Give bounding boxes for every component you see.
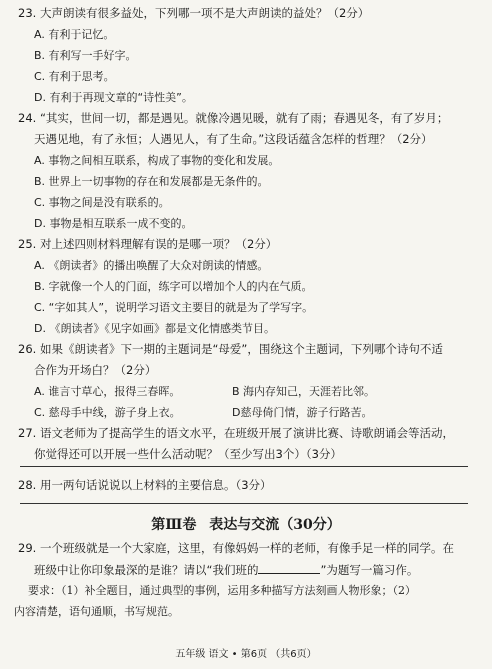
q25-option-a: A. 《朗读者》的播出唤醒了大众对朗读的情感。: [34, 259, 269, 272]
section-title-name: 表达与交流（30分）: [209, 517, 341, 533]
q23-option-c: C. 有利于思考。: [34, 70, 115, 83]
q29-requirements-line1: 要求：（1）补全题目，通过典型的事例，运用多种描写方法刻画人物形象；（2）: [28, 584, 416, 597]
q29-requirements-line2: 内容清楚，语句通顺，书写规范。: [14, 605, 179, 618]
q27-stem-line1: 27. 语文老师为了提高学生的语文水平，在班级开展了演讲比赛、诗歌朗诵会等活动，: [18, 426, 454, 440]
q26-option-a: A. 谁言寸草心，报得三春晖。: [34, 385, 181, 398]
q24-option-a: A. 事物之间相互联系，构成了事物的变化和发展。: [34, 154, 280, 167]
q28-answer-line[interactable]: [20, 503, 468, 504]
q23-option-b: B. 有利写一手好字。: [34, 49, 137, 62]
q25-option-c: C. “字如其人”，说明学习语文主要目的就是为了学写字。: [34, 301, 314, 314]
q29-title-blank[interactable]: [258, 562, 320, 574]
q28-stem: 28. 用一两句话说说以上材料的主要信息。（3分）: [18, 478, 272, 492]
q25-option-d: D. 《朗读者》《见字如画》都是文化情感类节目。: [34, 322, 275, 335]
q24-stem-line1: 24. “其实，世间一切，都是遇见。就像冷遇见暖，就有了雨；春遇见冬，有了岁月；: [18, 111, 449, 125]
page-footer: 五年级 语文 • 第6页 （共6页）: [175, 649, 317, 660]
section-title: [0, 514, 492, 534]
q29-stem-line2-start: 班级中让你印象最深的是谁？请以“我们班的: [34, 563, 259, 577]
q23-option-d: D. 有利于再现文章的“诗性美”。: [34, 91, 193, 104]
q25-option-b: B. 字就像一个人的门面，练字可以增加个人的内在气质。: [34, 280, 313, 293]
q26-stem-line2: 合作为开场白？（2分）: [34, 363, 157, 377]
q23-stem: 23. 大声朗读有很多益处，下列哪一项不是大声朗读的益处？（2分）: [18, 6, 370, 20]
q26-option-b: B 海内存知己，天涯若比邻。: [232, 385, 376, 398]
q26-option-c: C. 慈母手中线，游子身上衣。: [34, 406, 181, 419]
q23-option-a: A. 有利于记忆。: [34, 28, 115, 41]
q24-option-b: B. 世界上一切事物的存在和发展都是无条件的。: [34, 175, 269, 188]
q27-stem-line2: 你觉得还可以开展一些什么活动呢？（至少写出3个）（3分）: [34, 447, 342, 461]
q24-option-c: C. 事物之间是没有联系的。: [34, 196, 170, 209]
q26-stem-line1: 26. 如果《朗读者》下一期的主题词是“母爱”，围绕这个主题词，下列哪个诗句不适: [18, 342, 443, 356]
q26-option-d: D慈母倚门情，游子行路苦。: [232, 406, 373, 419]
q24-stem-line2: 天遇见地，有了永恒；人遇见人，有了生命。”这段话蕴含怎样的哲理？（2分）: [34, 132, 433, 146]
q27-answer-line[interactable]: [20, 466, 468, 467]
section-title-part: 第Ⅲ卷: [151, 517, 197, 533]
q24-option-d: D. 事物是相互联系一成不变的。: [34, 217, 193, 230]
q29-stem-line2-end: ”为题写一篇习作。: [320, 563, 419, 577]
q25-stem: 25. 对上述四则材料理解有误的是哪一项？（2分）: [18, 237, 278, 251]
q29-stem-line1: 29. 一个班级就是一个大家庭，这里，有像妈妈一样的老师，有像手足一样的同学。在: [18, 541, 454, 555]
q29-stem-line2: [34, 562, 418, 578]
